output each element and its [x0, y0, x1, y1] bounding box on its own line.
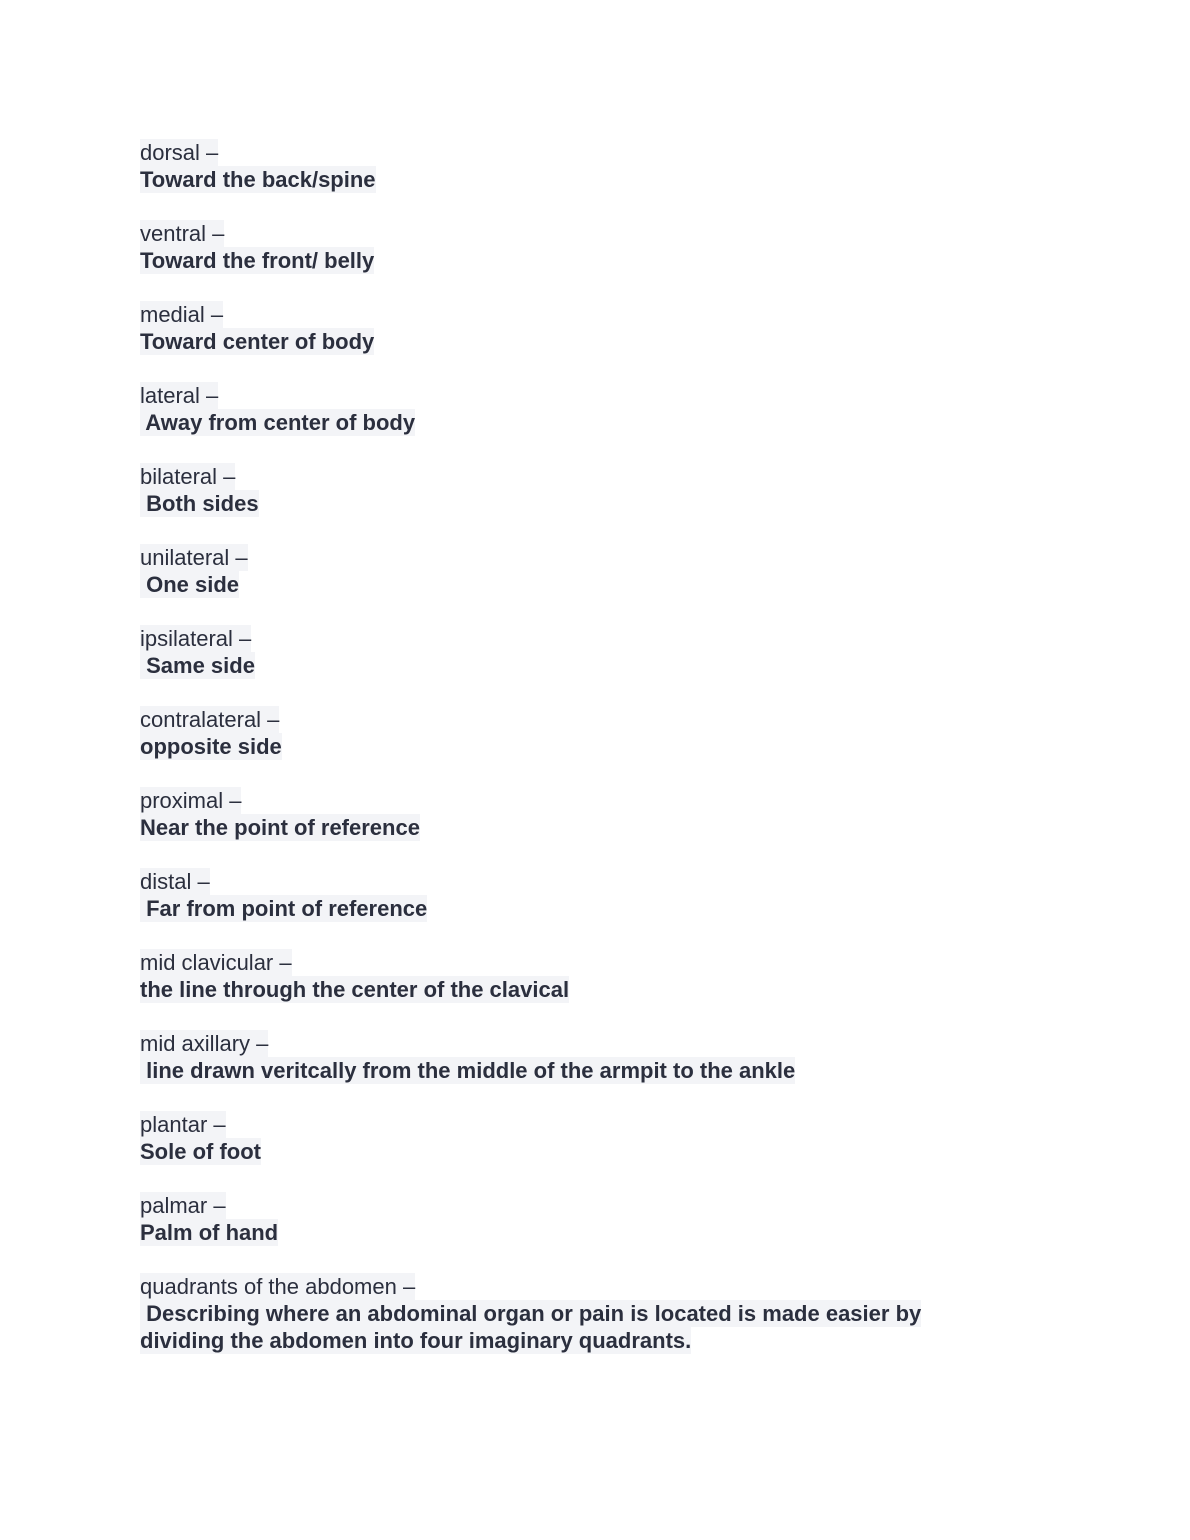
entry-distal — [140, 868, 1040, 922]
definition: Toward center of body — [140, 329, 375, 354]
term: medial – — [140, 302, 224, 327]
entry-ipsilateral — [140, 625, 1040, 679]
definition: Toward the back/spine — [140, 167, 376, 192]
entry-proximal — [140, 787, 1040, 841]
definition: opposite side — [140, 734, 282, 759]
term: ipsilateral – — [140, 626, 252, 651]
definition: Same side — [140, 653, 255, 678]
entry-lateral — [140, 382, 1040, 436]
entry-unilateral — [140, 544, 1040, 598]
definition: One side — [140, 572, 240, 597]
term: bilateral – — [140, 464, 236, 489]
term: contralateral – — [140, 707, 280, 732]
term: proximal – — [140, 788, 242, 813]
entry-bilateral — [140, 463, 1040, 517]
entry-quadrants-of-the-abdomen — [140, 1273, 1040, 1355]
term: mid axillary – — [140, 1031, 269, 1056]
entry-dorsal — [140, 139, 1040, 193]
definition: Near the point of reference — [140, 815, 420, 840]
document-page — [140, 139, 1040, 1382]
definition-line-1: Describing where an abdominal organ or pain is located is made easier by — [140, 1301, 922, 1326]
definition-line-2: dividing the abdomen into four imaginary quadrants. — [140, 1328, 692, 1353]
definition: Palm of hand — [140, 1220, 279, 1245]
entry-contralateral — [140, 706, 1040, 760]
term: quadrants of the abdomen – — [140, 1274, 416, 1299]
definition: Toward the front/ belly — [140, 248, 375, 273]
term: unilateral – — [140, 545, 248, 570]
term: dorsal – — [140, 140, 219, 165]
entry-ventral — [140, 220, 1040, 274]
entry-medial — [140, 301, 1040, 355]
term: mid clavicular – — [140, 950, 292, 975]
definition: Sole of foot — [140, 1139, 261, 1164]
definition: Far from point of reference — [140, 896, 428, 921]
entry-plantar — [140, 1111, 1040, 1165]
term: plantar – — [140, 1112, 226, 1137]
definition: Both sides — [140, 491, 259, 516]
definition: the line through the center of the clavical — [140, 977, 570, 1002]
entry-mid-clavicular — [140, 949, 1040, 1003]
entry-mid-axillary — [140, 1030, 1040, 1084]
definition: line drawn veritcally from the middle of the armpit to the ankle — [140, 1058, 796, 1083]
term: distal – — [140, 869, 210, 894]
term: lateral – — [140, 383, 219, 408]
definition: Away from center of body — [140, 410, 416, 435]
term: palmar – — [140, 1193, 226, 1218]
term: ventral – — [140, 221, 225, 246]
entry-palmar — [140, 1192, 1040, 1246]
